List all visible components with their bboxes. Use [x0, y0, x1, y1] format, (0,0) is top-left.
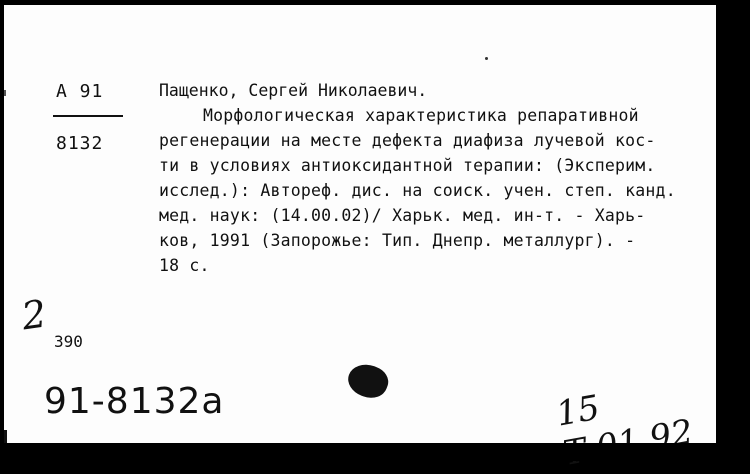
shelfmark-top: А 91 [56, 81, 104, 102]
description-line-2: регенерации на месте дефекта диафиза лучевой кос- [159, 131, 656, 150]
ink-blot [344, 359, 393, 403]
edge-mark-small [4, 90, 6, 96]
edge-mark [4, 430, 7, 443]
scan-border-right [716, 0, 750, 461]
author-heading: Пащенко, Сергей Николаевич. [159, 81, 428, 100]
description-line-4: исслед.): Автореф. дис. на соиск. учен. степ. канд. [159, 181, 676, 200]
catalog-card [4, 5, 716, 443]
description-line-1: Морфологическая характеристика репаративной [203, 106, 639, 125]
shelfmark-divider [53, 115, 123, 117]
handwritten-date-note: 15 [553, 387, 603, 435]
handwritten-mark: 2 [19, 291, 50, 339]
description-line-3: ти в условиях антиоксидантной терапии: (Эксперим. [159, 156, 656, 175]
handwritten-number: 390 [54, 332, 83, 351]
description-line-5: мед. наук: (14.00.02)/ Харьк. мед. ин-т. - Харь- [159, 206, 646, 225]
description-line-7: 18 с. [159, 256, 210, 275]
description-line-6: ков, 1991 (Запорожье: Тип. Днепр. металлург). - [159, 231, 636, 250]
inventory-number: 91-8132а [44, 381, 225, 422]
shelfmark-bottom: 8132 [56, 133, 104, 154]
scan-border-bottom [0, 443, 750, 461]
speck [485, 57, 488, 60]
